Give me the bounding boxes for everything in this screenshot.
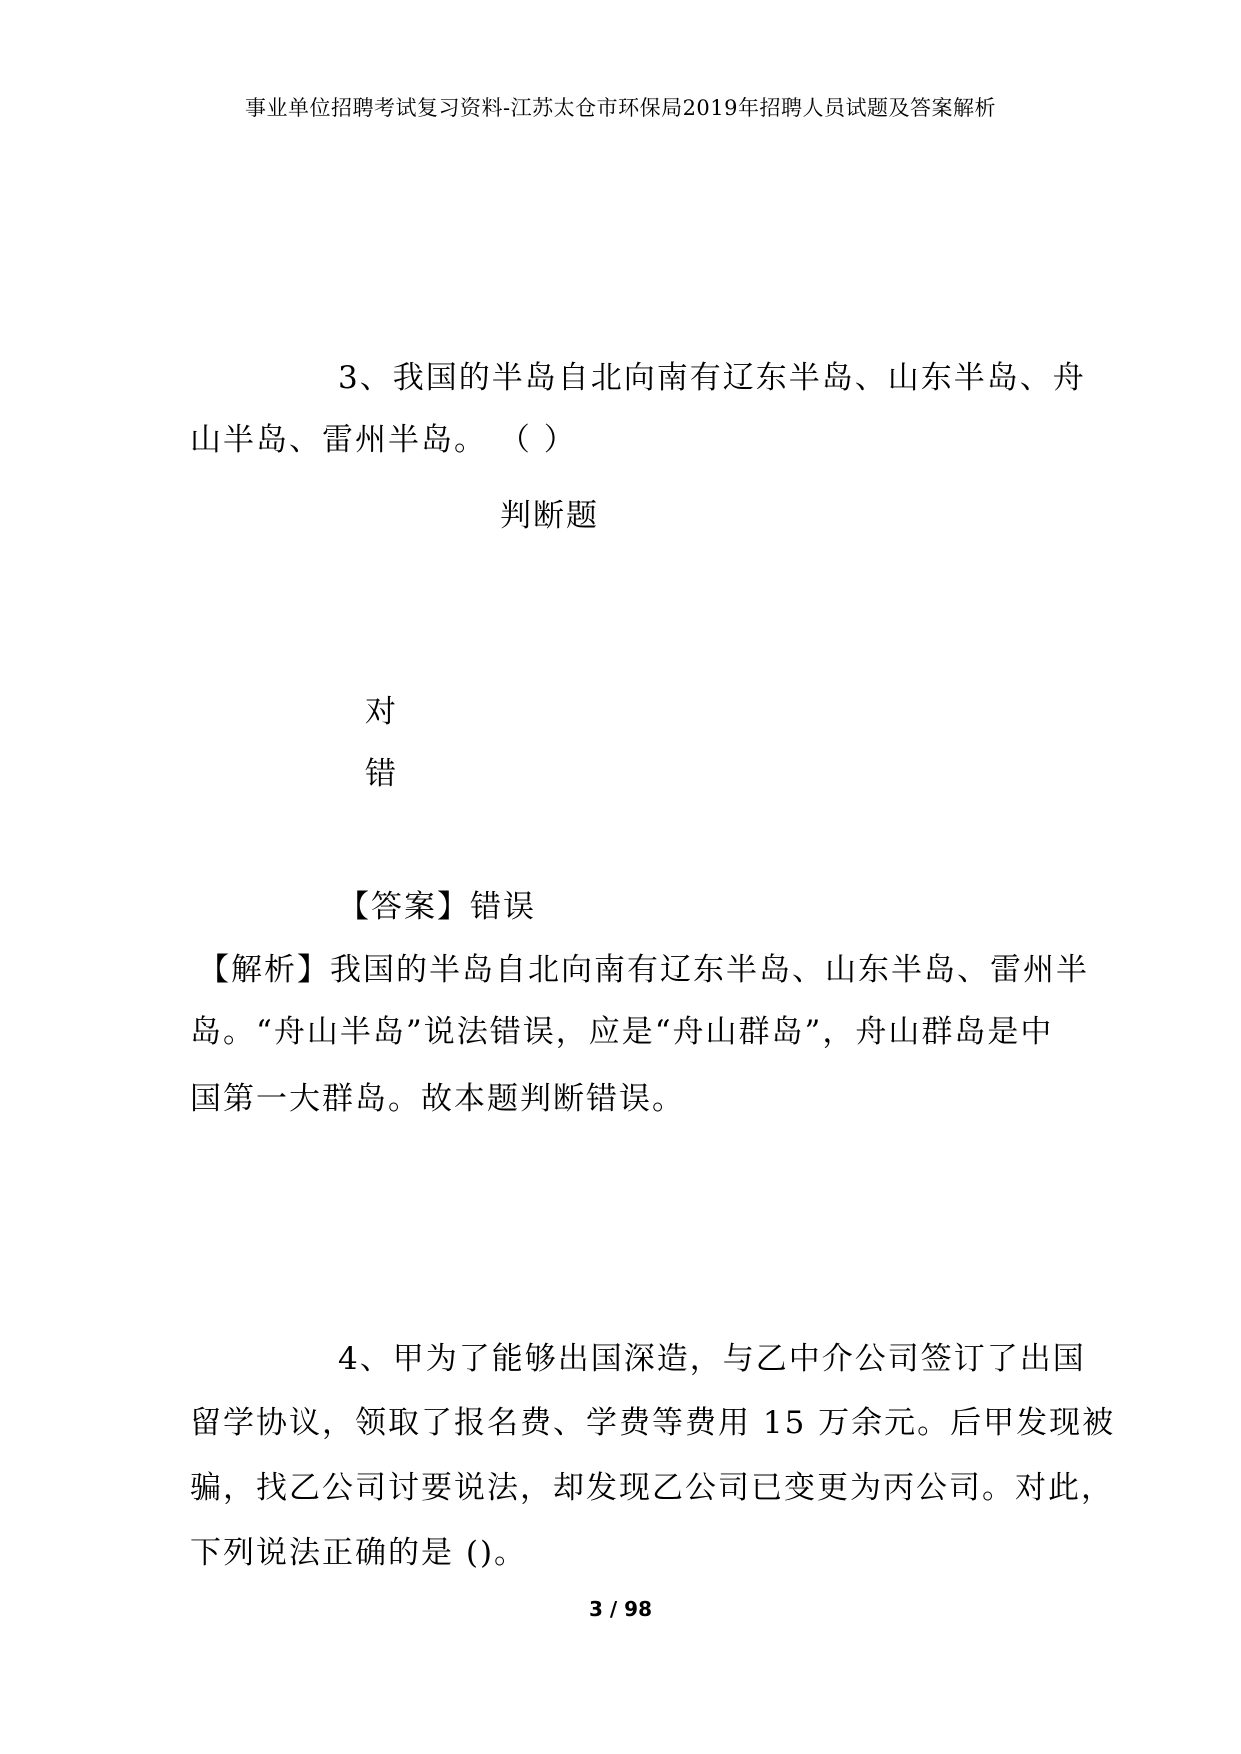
- option-false: 错: [365, 756, 398, 792]
- question-4-line-3: 骗，找乙公司讨要说法，却发现乙公司已变更为丙公司。对此，: [190, 1470, 1114, 1506]
- answer-line: 【答案】错误: [338, 889, 536, 925]
- question-type-label: 判断题: [500, 498, 599, 534]
- page-number: 3 / 98: [589, 1597, 652, 1621]
- option-true: 对: [365, 694, 398, 730]
- question-3-line-2: 山半岛、雷州半岛。 （ ）: [190, 422, 577, 458]
- question-4-line-1: 4、甲为了能够出国深造，与乙中介公司签订了出国: [338, 1341, 1086, 1377]
- question-4-line-4: 下列说法正确的是 ()。: [190, 1535, 528, 1571]
- analysis-line-1: 【解析】我国的半岛自北向南有辽东半岛、山东半岛、雷州半: [198, 952, 1089, 988]
- analysis-line-2: 岛。“舟山半岛”说法错误，应是“舟山群岛”，舟山群岛是中: [190, 1014, 1054, 1050]
- question-3-line-1: 3、我国的半岛自北向南有辽东半岛、山东半岛、舟: [338, 360, 1086, 396]
- question-4-line-2: 留学协议，领取了报名费、学费等费用 15 万余元。后甲发现被: [190, 1405, 1116, 1441]
- analysis-line-3: 国第一大群岛。故本题判断错误。: [190, 1081, 685, 1117]
- page-header-title: 事业单位招聘考试复习资料-江苏太仓市环保局2019年招聘人员试题及答案解析: [244, 96, 997, 120]
